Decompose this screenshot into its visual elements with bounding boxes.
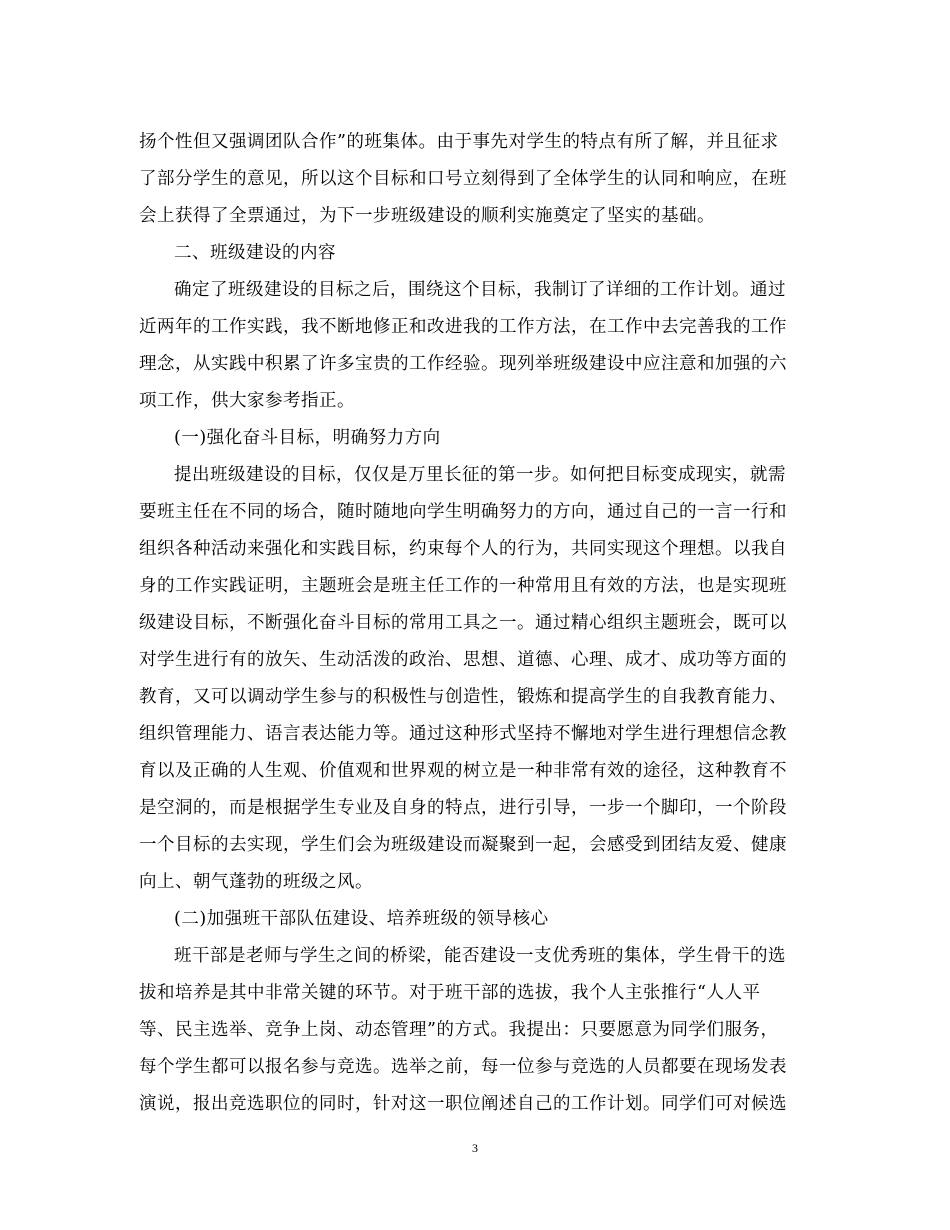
text-line: 扬个性但又强调团队合作”的班集体。由于事先对学生的特点有所了解，并且征求 xyxy=(139,132,779,152)
text-line: 对学生进行有的放矢、生动活泼的政治、思想、道德、心理、成才、成功等方面的 xyxy=(139,650,787,670)
text-line: 拔和培养是其中非常关键的环节。对于班干部的选拔，我个人主张推行“人人平 xyxy=(139,983,761,1003)
page-number: 3 xyxy=(472,1141,478,1155)
text-line: 了部分学生的意见，所以这个目标和口号立刻得到了全体学生的认同和响应，在班 xyxy=(139,169,787,189)
text-line: 身的工作实践证明，主题班会是班主任工作的一种常用且有效的方法，也是实现班 xyxy=(139,576,787,596)
text-line: 会上获得了全票通过，为下一步班级建设的顺利实施奠定了坚实的基础。 xyxy=(139,206,715,226)
text-line: 要班主任在不同的场合，随时随地向学生明确努力的方向，通过自己的一言一行和 xyxy=(139,502,787,522)
text-line: 近两年的工作实践，我不断地修正和改进我的工作方法，在工作中去完善我的工作 xyxy=(139,317,787,337)
subsection-heading: (一)强化奋斗目标，明确努力方向 xyxy=(174,428,441,448)
text-line: 提出班级建设的目标，仅仅是万里长征的第一步。如何把目标变成现实，就需 xyxy=(174,465,786,485)
text-line: 级建设目标，不断强化奋斗目标的常用工具之一。通过精心组织主题班会，既可以 xyxy=(139,613,787,633)
text-line: 演说，报出竞选职位的同时，针对这一职位阐述自己的工作计划。同学们可对候选 xyxy=(139,1094,787,1114)
text-line: 等、民主选举、竞争上岗、动态管理”的方式。我提出：只要愿意为同学们服务， xyxy=(139,1020,779,1040)
subsection-heading: (二)加强班干部队伍建设、培养班级的领导核心 xyxy=(174,909,549,929)
text-line: 每个学生都可以报名参与竞选。选举之前，每一位参与竞选的人员都要在现场发表 xyxy=(139,1057,787,1077)
text-line: 育以及正确的人生观、价值观和世界观的树立是一种非常有效的途径，这种教育不 xyxy=(139,761,787,781)
text-line: 组织管理能力、语言表达能力等。通过这种形式坚持不懈地对学生进行理想信念教 xyxy=(139,724,787,744)
text-line: 是空洞的，而是根据学生专业及自身的特点，进行引导，一步一个脚印，一个阶段 xyxy=(139,798,787,818)
text-line: 确定了班级建设的目标之后，围绕这个目标，我制订了详细的工作计划。通过 xyxy=(174,280,786,300)
text-line: 项工作，供大家参考指正。 xyxy=(139,391,355,411)
text-line: 一个目标的去实现，学生们会为班级建设而凝聚到一起，会感受到团结友爱、健康 xyxy=(139,835,787,855)
text-line: 教育，又可以调动学生参与的积极性与创造性，锻炼和提高学生的自我教育能力、 xyxy=(139,687,787,707)
text-line: 理念，从实践中积累了许多宝贵的工作经验。现列举班级建设中应注意和加强的六 xyxy=(139,354,787,374)
text-line: 组织各种活动来强化和实践目标，约束每个人的行为，共同实现这个理想。以我自 xyxy=(139,539,787,559)
section-heading: 二、班级建设的内容 xyxy=(174,243,336,263)
text-line: 班干部是老师与学生之间的桥梁，能否建设一支优秀班的集体，学生骨干的选 xyxy=(174,946,786,966)
text-line: 向上、朝气蓬勃的班级之风。 xyxy=(139,872,373,892)
